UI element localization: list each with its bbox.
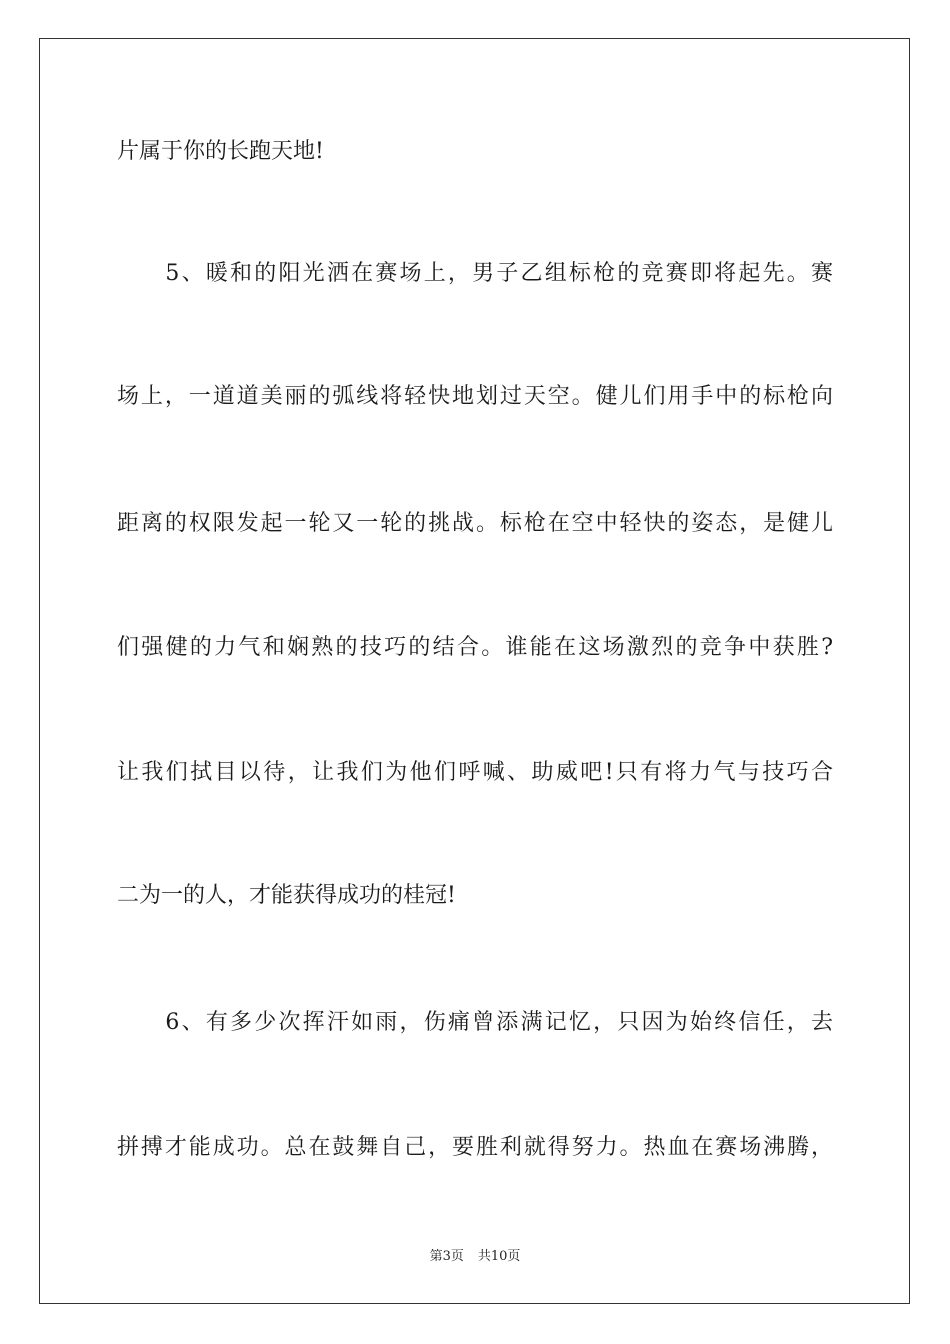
- page-footer: [0, 1248, 950, 1266]
- text-line-6: 让我们拭目以待，让我们为他们呼喊、助威吧!只有将力气与技巧合: [117, 760, 833, 785]
- page-number: 第3页: [429, 1249, 464, 1264]
- text-line-2: 5、暖和的阳光洒在赛场上，男子乙组标枪的竞赛即将起先。赛: [117, 261, 833, 286]
- text-line-8: 6、有多少次挥汗如雨，伤痛曾添满记忆，只因为始终信任，去: [117, 1010, 833, 1035]
- page-total: 共10页: [477, 1249, 521, 1264]
- text-line-7: 二为一的人，才能获得成功的桂冠!: [117, 883, 456, 908]
- page-border: [39, 38, 910, 1304]
- text-line-5: 们强健的力气和娴熟的技巧的结合。谁能在这场激烈的竞争中获胜?: [117, 635, 833, 660]
- text-line-1: 片属于你的长跑天地!: [117, 139, 324, 164]
- text-line-3: 场上，一道道美丽的弧线将轻快地划过天空。健儿们用手中的标枪向: [117, 384, 833, 409]
- text-line-4: 距离的权限发起一轮又一轮的挑战。标枪在空中轻快的姿态，是健儿: [117, 511, 833, 536]
- text-line-9: 拼搏才能成功。总在鼓舞自己，要胜利就得努力。热血在赛场沸腾，: [117, 1135, 833, 1160]
